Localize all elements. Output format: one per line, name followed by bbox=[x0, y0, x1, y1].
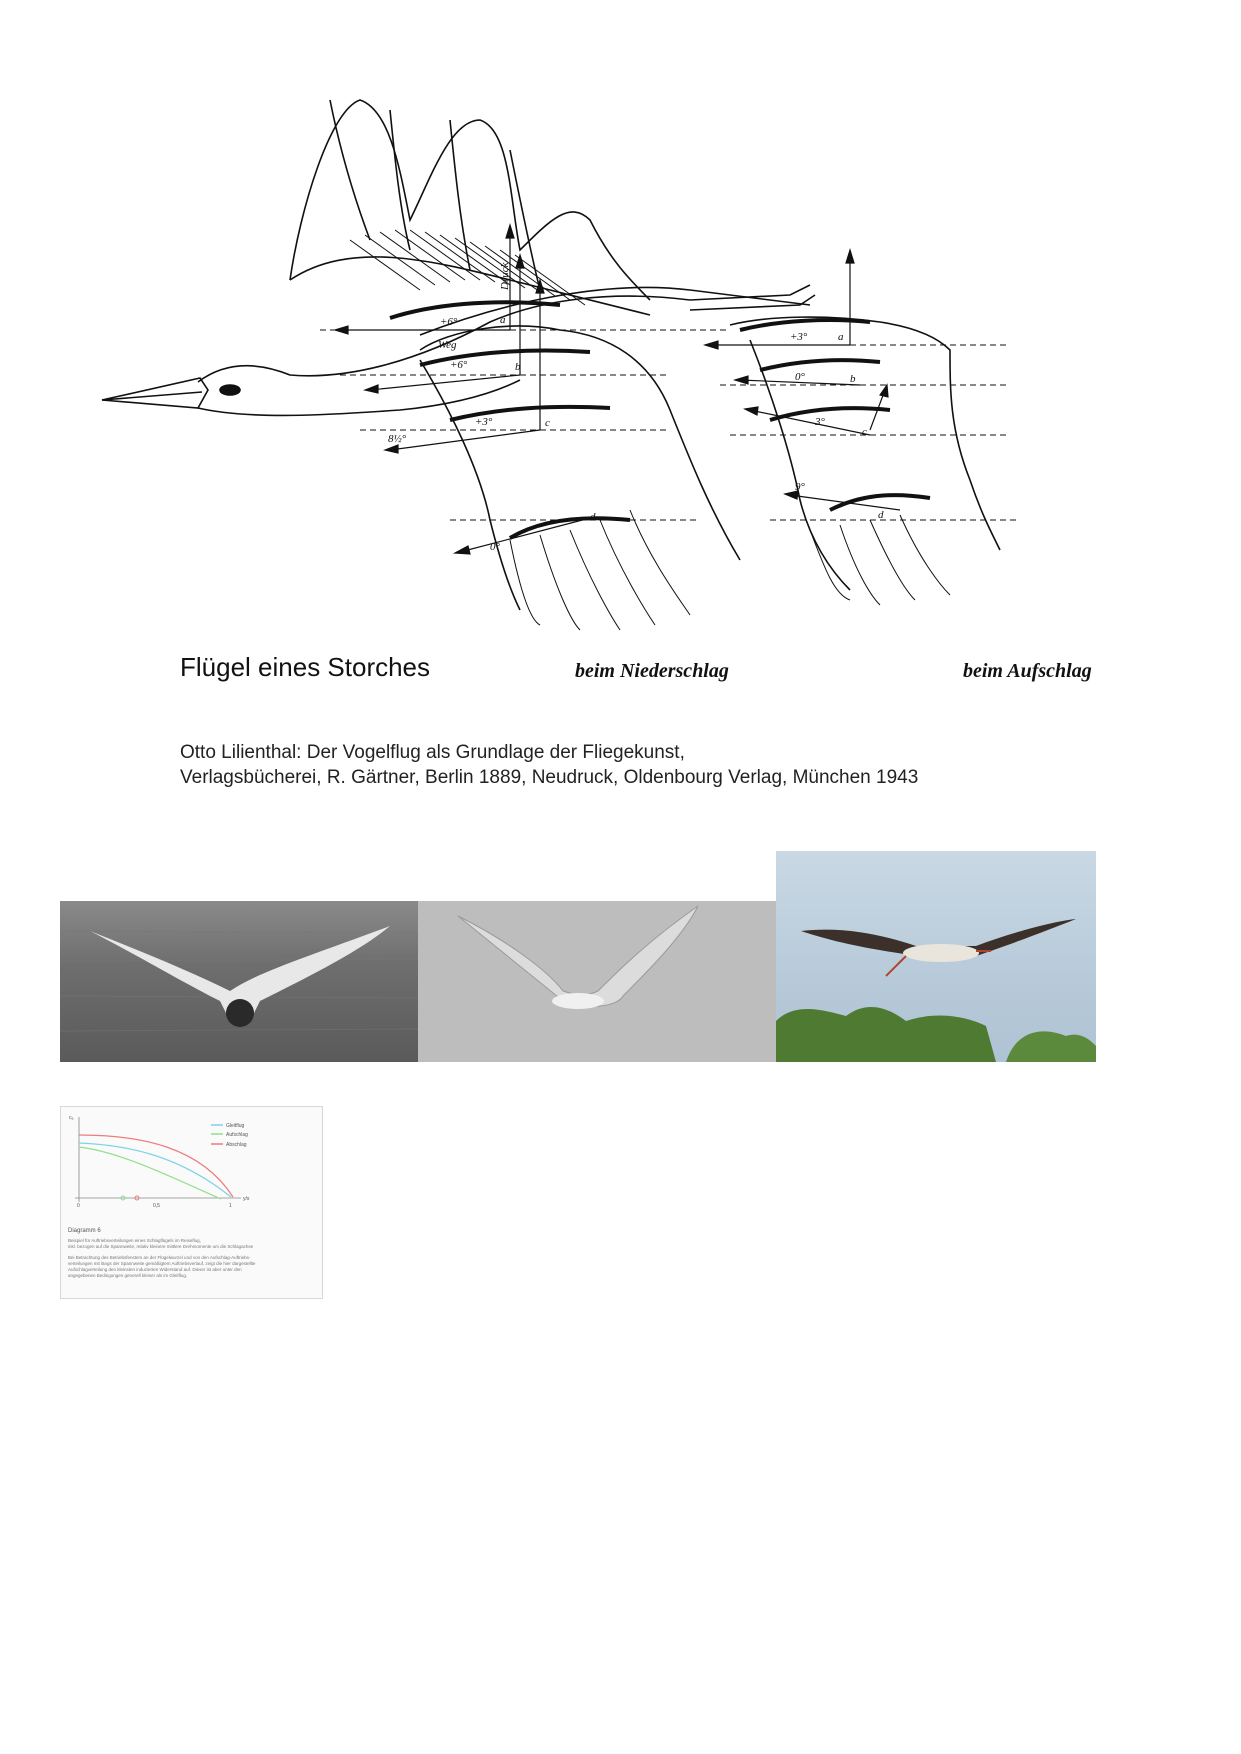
diagram-caption-line-1: Beispiel für Auftriebsverteilungen eines Schlagflügels im Reiseflug, bbox=[68, 1238, 201, 1243]
x-tick-zero: 0 bbox=[77, 1203, 80, 1209]
label-up-d: d bbox=[878, 509, 884, 521]
label-up-b: b bbox=[850, 373, 856, 385]
label-up-a: a bbox=[838, 331, 844, 343]
legend-aufschlag: Aufschlag bbox=[226, 1132, 248, 1138]
label-b: b bbox=[515, 361, 521, 373]
lift-distribution-chart bbox=[61, 1107, 322, 1227]
stork-image bbox=[776, 851, 1096, 1062]
swan-image bbox=[60, 901, 418, 1062]
citation-line-1: Otto Lilienthal: Der Vogelflug als Grundlage der Fliegekunst, bbox=[180, 742, 685, 763]
x-tick-end: 1 bbox=[229, 1203, 232, 1209]
photo-swan-flight bbox=[60, 901, 418, 1062]
label-c-angle: +3° bbox=[475, 416, 493, 428]
label-a-angle: +6° bbox=[440, 316, 458, 328]
label-up-c: c bbox=[862, 426, 867, 438]
x-axis-label: y/s bbox=[243, 1196, 250, 1202]
diagram-caption-line-4: verteilungen mit längs der Spannweite gemäßigtem Auftriebsverlauf, zeigt die hier dargestellte bbox=[68, 1261, 256, 1266]
photo-gull-flight bbox=[418, 901, 776, 1062]
label-c: c bbox=[545, 417, 550, 429]
photo-stork-flight bbox=[776, 851, 1096, 1062]
y-axis-label: cₐ bbox=[69, 1115, 74, 1121]
label-downstroke: beim Niederschlag bbox=[575, 660, 729, 682]
diagram-caption-line-3: Bei Betrachtung des Betriebsfensters an der Flügelwurzel und von den Aufschlag-Auftriebs- bbox=[68, 1255, 251, 1260]
legend-gleitflug: Gleitflug bbox=[226, 1123, 245, 1129]
label-d-angle: 0° bbox=[490, 541, 500, 553]
label-a: a bbox=[500, 314, 506, 326]
label-up-b-angle: 0° bbox=[795, 371, 805, 383]
label-up-a-angle: +3° bbox=[790, 331, 808, 343]
label-up-d-angle: 9° bbox=[795, 481, 805, 493]
diagram-caption-line-2: inkl. bezogen auf die Spannweite, relativ kleinere mittlere Drehmomente um die Schlagachse bbox=[68, 1244, 254, 1249]
figure-title: Flügel eines Storches bbox=[180, 652, 431, 682]
diagram-caption-line-6: angegebenen Bedingungen generell kleiner als im Gleitflug. bbox=[68, 1273, 188, 1278]
label-weg: Weg bbox=[438, 339, 457, 351]
label-upstroke: beim Aufschlag bbox=[963, 660, 1092, 682]
legend-abschlag: Abschlag bbox=[226, 1142, 247, 1148]
diagram-caption-line-5: Aufschlagverteilung den kleinsten induzierten Widerstand auf. Dieser ist aber unter den bbox=[68, 1267, 242, 1272]
label-b-angle: +6° bbox=[450, 359, 468, 371]
diagram-caption-title: Diagramm 6 bbox=[68, 1228, 101, 1234]
x-tick-mid: 0,5 bbox=[153, 1203, 160, 1209]
stork-wing-illustration bbox=[90, 90, 1150, 710]
gull-image bbox=[418, 901, 776, 1062]
label-d: d bbox=[590, 511, 596, 523]
label-up-c-angle: 3° bbox=[815, 416, 825, 428]
label-c-angle2: 8½° bbox=[388, 433, 407, 445]
curve-aufschlag bbox=[79, 1147, 221, 1199]
label-druck: Druck bbox=[499, 262, 511, 290]
citation-line-2: Verlagsbücherei, R. Gärtner, Berlin 1889, Neudruck, Oldenbourg Verlag, München 1943 bbox=[180, 767, 919, 788]
citation bbox=[180, 740, 918, 790]
